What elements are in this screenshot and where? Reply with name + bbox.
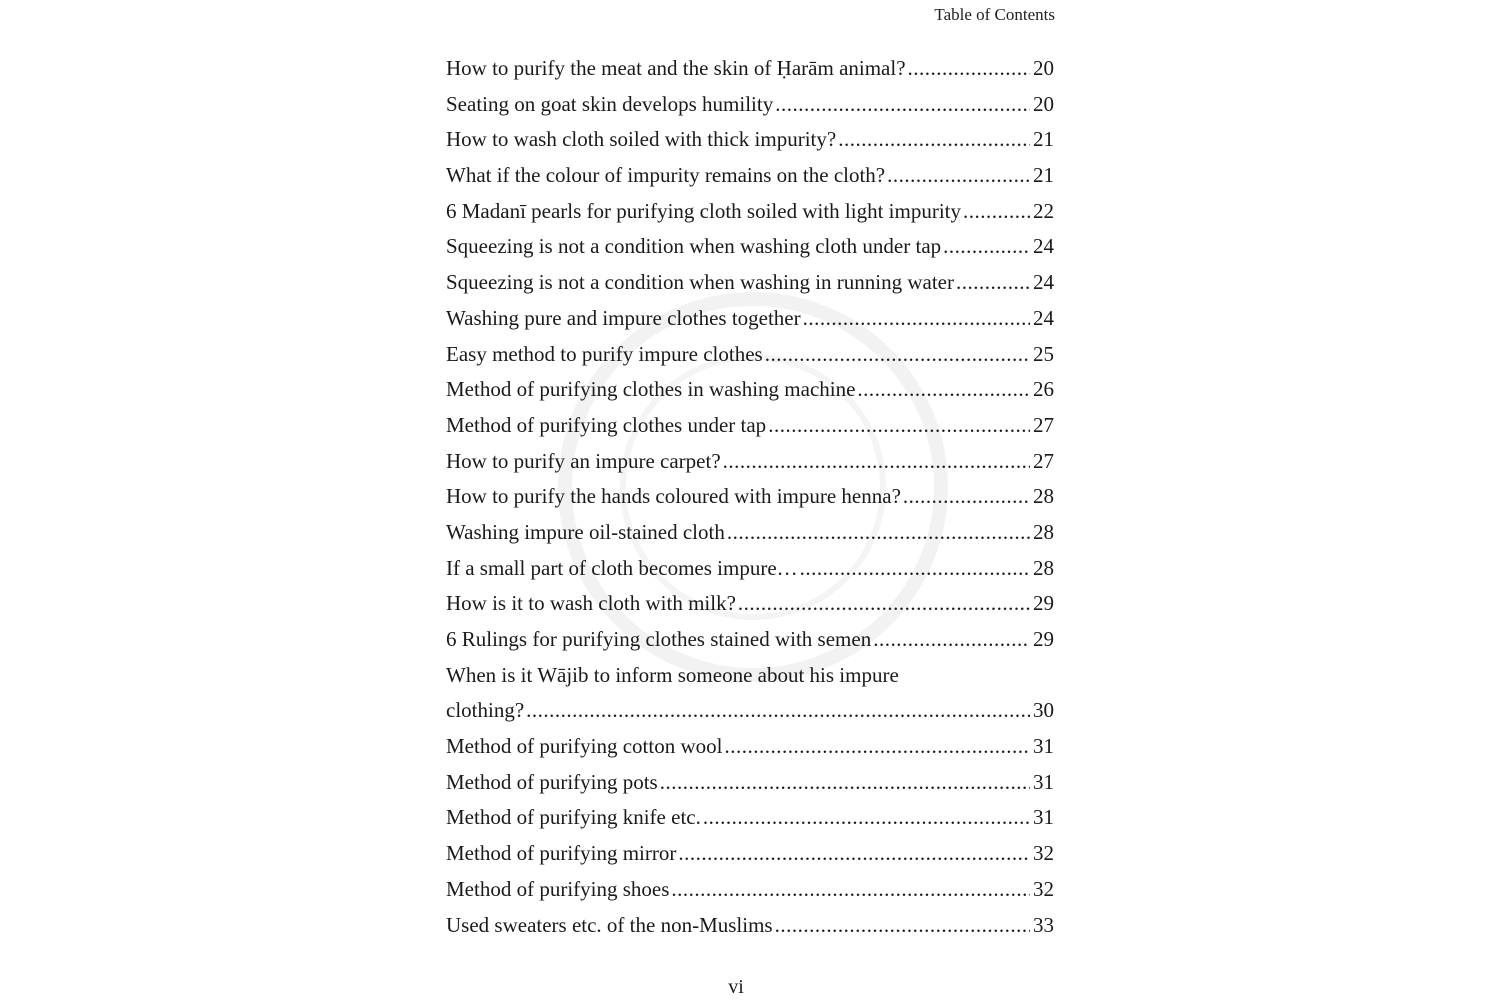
dot-leader — [908, 51, 1030, 87]
toc-entry-page: 28 — [1033, 484, 1054, 509]
toc-entry-wrapped-line-1[interactable] — [446, 658, 1054, 694]
table-of-contents — [446, 51, 1054, 943]
toc-entry-title: Used sweaters etc. of the non-Muslims — [446, 912, 773, 937]
dot-leader — [775, 87, 1030, 123]
toc-entry[interactable] — [446, 515, 1054, 551]
toc-entry-title: Squeezing is not a condition when washing in running water — [446, 270, 954, 295]
dot-leader — [727, 515, 1030, 551]
toc-entry-page: 30 — [1033, 698, 1054, 723]
toc-entry[interactable] — [446, 229, 1054, 265]
toc-entry[interactable] — [446, 122, 1054, 158]
toc-entry[interactable] — [446, 194, 1054, 230]
toc-entry-page: 29 — [1033, 627, 1054, 651]
toc-entry-title: Method of purifying cotton wool — [446, 734, 723, 759]
toc-entry-page: 31 — [1033, 805, 1054, 830]
toc-entry-title: Washing pure and impure clothes together — [446, 305, 801, 330]
toc-entry-page: 29 — [1033, 591, 1054, 616]
dot-leader — [671, 872, 1030, 908]
toc-entry-title: 6 Madanī pearls for purifying cloth soiled with light impurity — [446, 198, 962, 223]
toc-entry-title: How to purify an impure carpet? — [446, 448, 721, 473]
dot-leader — [724, 729, 1030, 765]
dot-leader — [526, 693, 1030, 729]
dot-leader — [765, 337, 1030, 373]
toc-entry-page: 21 — [1033, 163, 1054, 188]
toc-entry[interactable] — [446, 372, 1054, 408]
toc-entry-page: 21 — [1033, 127, 1054, 152]
toc-entry[interactable] — [446, 479, 1054, 515]
toc-entry-page: 26 — [1033, 377, 1054, 402]
toc-entry-title: 6 Rulings for purifying clothes stained with semen — [446, 627, 872, 651]
toc-entry-title: Method of purifying mirror — [446, 841, 677, 866]
toc-entry[interactable] — [446, 872, 1054, 908]
dot-leader — [963, 194, 1030, 230]
toc-entry[interactable] — [446, 408, 1054, 444]
toc-entry[interactable] — [446, 836, 1054, 872]
toc-entry-wrapped-line-2[interactable] — [446, 693, 1054, 729]
dot-leader — [943, 229, 1030, 265]
toc-entry-title: Seating on goat skin develops humility — [446, 91, 774, 116]
dot-leader — [768, 408, 1030, 444]
dot-leader — [678, 836, 1030, 872]
dot-leader — [956, 265, 1030, 301]
dot-leader — [838, 122, 1030, 158]
toc-entry-title: How to purify the hands coloured with impure henna? — [446, 484, 901, 509]
toc-entry[interactable] — [446, 729, 1054, 765]
toc-entry-page: 28 — [1033, 555, 1054, 580]
dot-leader — [738, 586, 1030, 622]
toc-entry[interactable] — [446, 444, 1054, 480]
toc-entry[interactable] — [446, 765, 1054, 801]
toc-entry-page: 32 — [1033, 841, 1054, 866]
toc-entry-title: How to purify the meat and the skin of Ḥarām animal? — [446, 56, 906, 80]
dot-leader — [887, 158, 1030, 194]
dot-leader — [703, 800, 1030, 836]
toc-entry[interactable] — [446, 551, 1054, 587]
dot-leader — [775, 908, 1030, 944]
toc-entry[interactable] — [446, 301, 1054, 337]
toc-entry-page: 28 — [1033, 519, 1054, 544]
toc-entry-page: 27 — [1033, 448, 1054, 473]
dot-leader — [903, 479, 1030, 515]
toc-entry-title: Method of purifying clothes under tap — [446, 412, 767, 437]
dot-leader — [660, 765, 1030, 801]
toc-entry-page: 25 — [1033, 341, 1054, 366]
toc-entry-page: 31 — [1033, 769, 1054, 794]
dot-leader — [873, 622, 1030, 658]
toc-entry-page: 32 — [1033, 876, 1054, 901]
dot-leader — [723, 444, 1030, 480]
toc-entry-title: How is it to wash cloth with milk? — [446, 591, 736, 616]
toc-entry-page: 33 — [1033, 912, 1054, 937]
dot-leader — [857, 372, 1030, 408]
toc-entry-title: If a small part of cloth becomes impure… — [446, 555, 798, 580]
toc-entry-title: Easy method to purify impure clothes — [446, 341, 763, 366]
toc-entry-title-continued: clothing? — [446, 698, 525, 723]
toc-entry-page: 27 — [1033, 412, 1054, 437]
toc-entry-title: Method of purifying pots — [446, 769, 658, 794]
toc-entry[interactable] — [446, 51, 1054, 87]
toc-entry[interactable] — [446, 622, 1054, 658]
toc-entry[interactable] — [446, 158, 1054, 194]
toc-entry-page: 20 — [1033, 91, 1054, 116]
dot-leader — [800, 551, 1030, 587]
toc-entry[interactable] — [446, 265, 1054, 301]
running-head: Table of Contents — [934, 5, 1055, 24]
dot-leader — [803, 301, 1030, 337]
toc-entry-title: When is it Wājib to inform someone about his impure — [446, 662, 899, 687]
toc-entry-page: 24 — [1033, 305, 1054, 330]
toc-entry-title: How to wash cloth soiled with thick impurity? — [446, 127, 837, 152]
toc-entry[interactable] — [446, 586, 1054, 622]
toc-entry-title: What if the colour of impurity remains on the cloth? — [446, 163, 886, 188]
toc-entry[interactable] — [446, 337, 1054, 373]
toc-entry-title: Squeezing is not a condition when washing cloth under tap — [446, 234, 942, 259]
toc-entry-page: 20 — [1033, 56, 1054, 80]
toc-entry-page: 22 — [1033, 198, 1054, 223]
toc-entry-page: 24 — [1033, 234, 1054, 259]
toc-entry-title: Method of purifying shoes — [446, 876, 670, 901]
toc-entry-page: 24 — [1033, 270, 1054, 295]
toc-entry-title: Washing impure oil-stained cloth — [446, 519, 725, 544]
toc-entry[interactable] — [446, 87, 1054, 123]
toc-entry-title: Method of purifying knife etc. — [446, 805, 701, 830]
toc-entry-page: 31 — [1033, 734, 1054, 759]
toc-entry[interactable] — [446, 908, 1054, 944]
toc-entry[interactable] — [446, 800, 1054, 836]
toc-entry-title: Method of purifying clothes in washing machine — [446, 377, 856, 402]
page-number: vi — [728, 976, 744, 998]
